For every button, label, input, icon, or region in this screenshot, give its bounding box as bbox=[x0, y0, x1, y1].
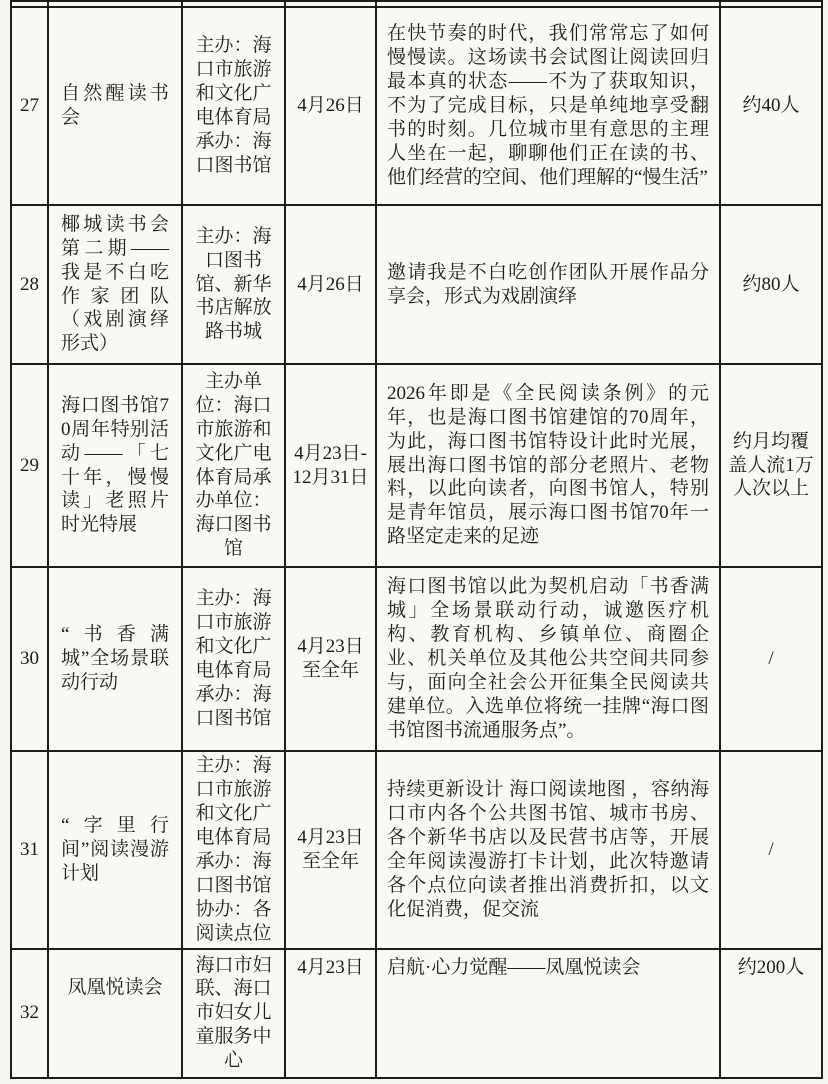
table-row bbox=[11, 364, 822, 567]
attendance-cell: / bbox=[720, 751, 822, 949]
row-number-cell: 28 bbox=[11, 205, 48, 364]
attendance-cell: 约80人 bbox=[720, 205, 822, 364]
description-cell: 2026年即是《全民阅读条例》的元年，也是海口图书馆建馆的70周年，为此，海口图书馆特设计此时光展，展出海口图书馆的部分老照片、老物料，以此向读者，向图书馆人，特别是青年馆员，展示海口图书馆70年一路坚定走来的足迹 bbox=[376, 364, 720, 567]
table-row bbox=[11, 751, 822, 949]
description-cell: 海口图书馆以此为契机启动「书香满城」全场景联动行动，诚邀医疗机构、教育机构、乡镇单位、商圈企业、机关单位及其他公共空间共同参与，面向全社会公开征集全民阅读共建单位。入选单位将统一挂牌“海口图书馆图书流通服务点”。 bbox=[376, 567, 720, 751]
date-cell: 4月23日至全年 bbox=[285, 751, 376, 949]
row-number-cell: 29 bbox=[11, 364, 48, 567]
event-name-cell: 海口图书馆70周年特别活动——「七十年，慢慢读」老照片时光特展 bbox=[48, 364, 182, 567]
row-number-cell: 30 bbox=[11, 567, 48, 751]
organizer-cell: 主办单位：海口市旅游和文化广电体育局承办单位：海口图书馆 bbox=[182, 364, 285, 567]
description-cell: 邀请我是不白吃创作团队开展作品分享会，形式为戏剧演绎 bbox=[376, 205, 720, 364]
organizer-cell: 主办：海口市旅游和文化广电体育局承办：海口图书馆协办：各阅读点位 bbox=[182, 751, 285, 949]
attendance-cell: 约月均覆盖人流1万人次以上 bbox=[720, 364, 822, 567]
table-row bbox=[11, 949, 822, 1078]
organizer-cell: 主办：海口市旅游和文化广电体育局承办：海口图书馆 bbox=[182, 7, 285, 205]
row-number-cell: 27 bbox=[11, 7, 48, 205]
date-cell: 4月26日 bbox=[285, 205, 376, 364]
table-row bbox=[11, 205, 822, 364]
attendance-cell: / bbox=[720, 567, 822, 751]
events-schedule-table bbox=[10, 0, 823, 1079]
organizer-cell: 海口市妇联、海口市妇女儿童服务中心 bbox=[182, 949, 285, 1078]
table-row bbox=[11, 567, 822, 751]
description-cell: 持续更新设计 海口阅读地图 ，容纳海口市内各个公共图书馆、城市书房、各个新华书店以及民营书店等，开展全年阅读漫游打卡计划，此次特邀请各个点位向读者推出消费折扣，以文化促消费，促交流 bbox=[376, 751, 720, 949]
attendance-cell: 约200人 bbox=[720, 949, 822, 1078]
table-row bbox=[11, 7, 822, 205]
date-cell: 4月23日-12月31日 bbox=[285, 364, 376, 567]
description-cell: 启航·心力觉醒——凤凰悦读会 bbox=[376, 949, 720, 1078]
event-name-cell: 凤凰悦读会 bbox=[48, 949, 182, 1078]
row-number-cell: 32 bbox=[11, 949, 48, 1078]
event-name-cell: “字里行间”阅读漫游计划 bbox=[48, 751, 182, 949]
row-number-cell: 31 bbox=[11, 751, 48, 949]
attendance-cell: 约40人 bbox=[720, 7, 822, 205]
organizer-cell: 主办：海口市旅游和文化广电体育局承办：海口图书馆 bbox=[182, 567, 285, 751]
event-name-cell: 椰城读书会第二期——我是不白吃作家团队（戏剧演绎形式） bbox=[48, 205, 182, 364]
event-name-cell: “书香满城”全场景联动行动 bbox=[48, 567, 182, 751]
date-cell: 4月26日 bbox=[285, 7, 376, 205]
event-name-cell: 自然醒读书会 bbox=[48, 7, 182, 205]
organizer-cell: 主办：海口图书馆、新华书店解放路书城 bbox=[182, 205, 285, 364]
date-cell: 4月23日至全年 bbox=[285, 567, 376, 751]
date-cell: 4月23日 bbox=[285, 949, 376, 1078]
description-cell: 在快节奏的时代，我们常常忘了如何慢慢读。这场读书会试图让阅读回归最本真的状态——不为了获取知识，不为了完成目标，只是单纯地享受翻书的时刻。几位城市里有意思的主理人坐在一起，聊聊他们正在读的书、他们经营的空间、他们理解的“慢生活” bbox=[376, 7, 720, 205]
